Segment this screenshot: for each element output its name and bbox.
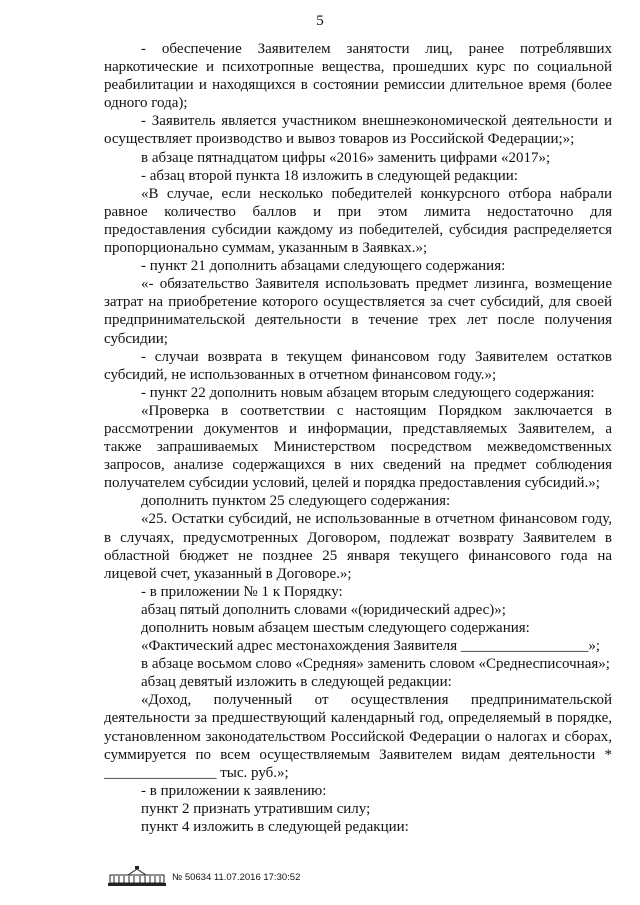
paragraph: - Заявитель является участником внешнеэкономической деятельности и осуществляет производство и вывоз товаров из Российской Федерации;»; [104,113,612,148]
paragraph: дополнить новым абзацем шестым следующего содержания: [141,620,530,636]
paragraph: - абзац второй пункта 18 изложить в следующей редакции: [141,167,518,184]
paragraph: пункт 2 признать утратившим силу; [141,800,371,817]
page-number: 5 [316,13,324,29]
document-stamp: № 50634 11.07.2016 17:30:52 [172,872,301,883]
paragraph: в абзаце пятнадцатом цифры «2016» заменить цифрами «2017»; [141,149,551,166]
building-logo-icon [108,866,166,886]
paragraph: «25. Остатки субсидий, не использованные в отчетном финансовом году, в случаях, предусмотренных Договором, подлежат возврату Заявителем в областной бюджет не позднее 25 января текущего финансового года на лицевой счет, указанный в Договоре.»; [104,511,612,582]
paragraph: абзац пятый дополнить словами «(юридический адрес)»; [141,601,506,618]
paragraph: - в приложении № 1 к Порядку: [141,583,343,600]
paragraph: в абзаце восьмом слово «Средняя» заменить словом «Среднесписочная»; [141,656,610,673]
paragraph: «Доход, полученный от осуществления предпринимательской деятельности за предшествующий календарный год, определяемый в порядке, установленном законодательством Российской Федерации о налогах и сборах, суммируется по всем осуществляемым Заявителем видам деятельности * _______________ тыс. руб.»; [104,692,612,781]
paragraph: - пункт 21 дополнить абзацами следующего содержания: [141,258,506,275]
paragraph: «Проверка в соответствии с настоящим Порядком заключается в рассмотрении документов и информации, представляемых Заявителем, а также запрашиваемых Министерством посредством межведомственных запросов, анализе содержащихся в них сведений на предмет соблюдения получателем субсидии условий, целей и порядка предоставления субсидий.»; [104,402,612,492]
document-body [104,40,612,836]
paragraph: дополнить пунктом 25 следующего содержания: [141,493,451,510]
paragraph: пункт 4 изложить в следующей редакции: [141,819,409,836]
paragraph: - в приложении к заявлению: [141,782,327,799]
paragraph: абзац девятый изложить в следующей редакции: [141,674,452,691]
paragraph: - случаи возврата в текущем финансовом году Заявителем остатков субсидий, не использованных в отчетном финансовом году.»; [104,348,612,383]
paragraph: «- обязательство Заявителя использовать предмет лизинга, возмещение затрат на приобретение которого осуществляется за счет субсидий, для своей предпринимательской деятельности в течение трех лет после получения субсидии; [104,276,612,347]
paragraph: «В случае, если несколько победителей конкурсного отбора набрали равное количество баллов и при этом лимита недостаточно для предоставления субсидии каждому из победителей, субсидия распределяется пропорционально суммам, указанным в Заявках.»; [104,185,612,257]
paragraph: «Фактический адрес местонахождения Заявителя _________________»; [141,638,601,655]
paragraph: - пункт 22 дополнить новым абзацем вторым следующего содержания: [141,384,595,401]
document-footer [108,866,348,888]
paragraph: - обеспечение Заявителем занятости лиц, ранее потреблявших наркотические и психотропные вещества, прошедших курс по социальной реабилитации и находящихся в состоянии ремиссии длительное время (более одного года); [104,41,612,112]
